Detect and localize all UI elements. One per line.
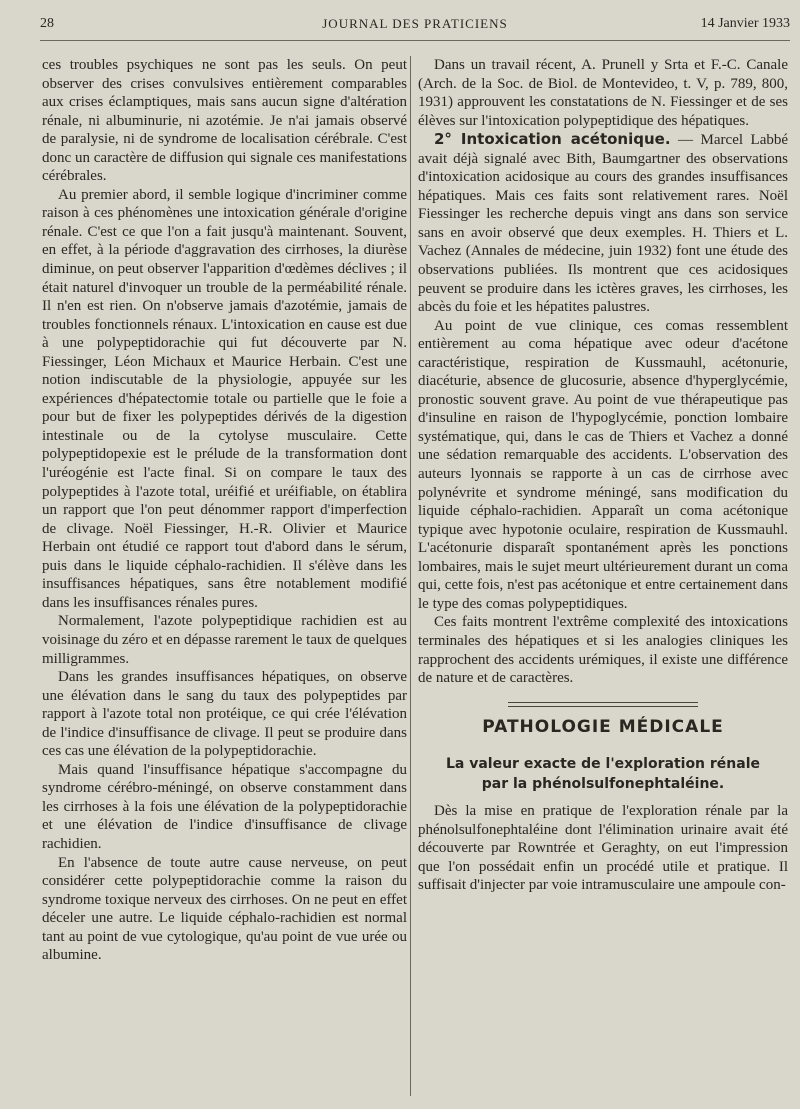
article-title [418,754,788,794]
issue-date: 14 Janvier 1933 [700,16,790,31]
paragraph: ces troubles psychiques ne sont pas les seuls. On peut observer des crises convulsives entièrement comparables aux crises éclamptiques, mais sans aucun signe d'altération rénale, ni albuminurie, ni azotémie. Je n'ai jamais observé de paralysie, ni de syndrome de localisation cérébrale. C'est donc un caractère de diffusion qui signale ces manifestations cérébrales. [42,57,407,185]
subsection-heading: 2° Intoxication acétonique. [434,130,671,149]
page-number: 28 [40,16,54,31]
paragraph: Mais quand l'insuffisance hépatique s'accompagne du syndrome cérébro-méningé, on observe constamment dans les cirrhoses à la fois une élévation de la polypeptidorachie et une élévation de l'indice d'insuffisance de clivage rachidien. [42,761,407,852]
paragraph [418,130,788,316]
column-rule [410,56,411,1096]
section-divider [508,702,698,708]
paragraph: Ces faits montrent l'extrême complexité des intoxications terminales des hépatiques et si les analogies cliniques les rapprochent des accidents urémiques, il existe une différence de nature et de caractères. [418,614,788,687]
paragraph-text: — Marcel Labbé avait déjà signalé avec Bith, Baumgartner des observations d'intoxication acidosique au cours des grandes insuffisances hépatiques. Mais ces faits sont relativement rares. Noël Fiessinger les recherche depuis vingt ans dans son service sans en avoir observé que deux exemples. H. Thiers et L. Vachez (Annales de médecine, juin 1932) font une étude des observations publiées. Ils montrent que ces acidosiques peuvent se produire dans les ictères graves, les cirrhoses, les abcès du foie et les hépatites palustres. [418,132,788,316]
left-column [42,56,407,1096]
journal-title: JOURNAL DES PRATICIENS [322,16,508,31]
paragraph: Normalement, l'azote polypeptidique rachidien est au voisinage du zéro et en dépasse rarement le taux de quelques milligrammes. [42,613,407,667]
section-heading: PATHOLOGIE MÉDICALE [482,716,724,737]
paragraph: Dans un travail récent, A. Prunell y Srta et F.-C. Canale (Arch. de la Soc. de Biol. de Montevideo, t. V, p. 789, 800, 1931) approuvent les constatations de N. Fiessinger et de ses élèves sur l'intoxication polypeptidique des hépatiques. [418,57,788,129]
paragraph: Au point de vue clinique, ces comas ressemblent entièrement au coma hépatique avec odeur d'acétone caractéristique, respiration de Kussmauhl, acétonurie, diacéturie, absence de glucosurie, absence d'hyperglycémie, pronostic souvent grave. Au point de vue thérapeutique pas d'insuline en raison de l'hypoglycémie, ponction lombaire systématique, qui, dans le cas de Thiers et Vachez a donné une sédation remarquable des accidents. L'observation des auteurs lyonnais se rapporte à un cas de cirrhose avec polynévrite et syndrome méningé, sans modification du liquide céphalo-rachidien. Apparaît un coma acétonique typique avec hypotonie oculaire, respiration de Kussmauhl. L'acétonurie disparaît spontanément après les ponctions lombaires, mais le sujet meurt ultérieurement durant un coma qui, cette fois, n'est pas acétonique et entre certainement dans le type des comas polypeptidiques. [418,317,788,612]
paragraph: Au premier abord, il semble logique d'incriminer comme raison à ces phénomènes une intoxication générale d'origine rénale. C'est ce que l'on a fait jusqu'à maintenant. Souvent, en effet, à la période d'aggravation des cirrhoses, la diurèse diminue, on peut observer l'apparition d'œdèmes déclives ; il était naturel d'invoquer un trouble de la perméabilité rénale. Il n'en est rien. On n'observe jamais d'azotémie, jamais de troubles fonctionnels rénaux. L'intoxication en cause est due à une polypeptidorachie qui fut découverte par N. Fiessinger, Léon Michaux et Maurice Herbain. C'est une notion indiscutable de la physiologie, appuyée sur les expériences d'hépatectomie totale ou partielle que le foie a pour but de fixer les polypeptides dérivés de la digestion intestinale ou de la cytolyse musculaire. Cette polypeptidopexie est le prélude de la transformation dont l'uréogénie est l'acte final. Si on compare le taux des polypeptides à l'azote total, uréifié et uréifiable, on établira un rapport que l'on peut dénommer rapport d'imperfection de clivage. Noël Fiessinger, H.-R. Olivier et Maurice Herbain ont étudié ce rapport tout d'abord dans le sérum, puis dans le liquide céphalo-rachidien. Il s'élève dans les insuffisances hépatiques, sans être notablement modifié dans les insuffisances rénales pures. [42,186,407,611]
article-title-line: par la phénolsulfonephtaléine. [481,776,725,793]
paragraph: En l'absence de toute autre cause nerveuse, on peut considérer cette polypeptidorachie comme la raison du syndrome toxique nerveux des cirrhoses. On ne peut en effet déceler une autre. Le liquide céphalo-rachidien est normal tant au point de vue cytologique, qu'au point de vue urée ou albumine. [42,854,407,964]
paragraph: Dès la mise en pratique de l'exploration rénale par la phénolsulfonephtaléine dont l'élimination urinaire avait été découverte par Rowntrée et Geraghty, on eut l'impression que l'on possédait enfin un procédé utile et pratique. Il suffisait d'injecter par voie intramusculaire une ampoule con- [418,803,788,894]
right-column [418,56,788,1096]
page-header [40,14,790,41]
paragraph: Dans les grandes insuffisances hépatiques, on observe une élévation dans le sang du taux des polypeptides par rapport à l'azote total non protéique, ce qui crée l'élévation de l'indice d'insuffisance de clivage. Il peut se produire dans ces cas une élévation de la polypeptidorachie. [42,669,407,760]
article-title-line: La valeur exacte de l'exploration rénale [445,756,761,773]
